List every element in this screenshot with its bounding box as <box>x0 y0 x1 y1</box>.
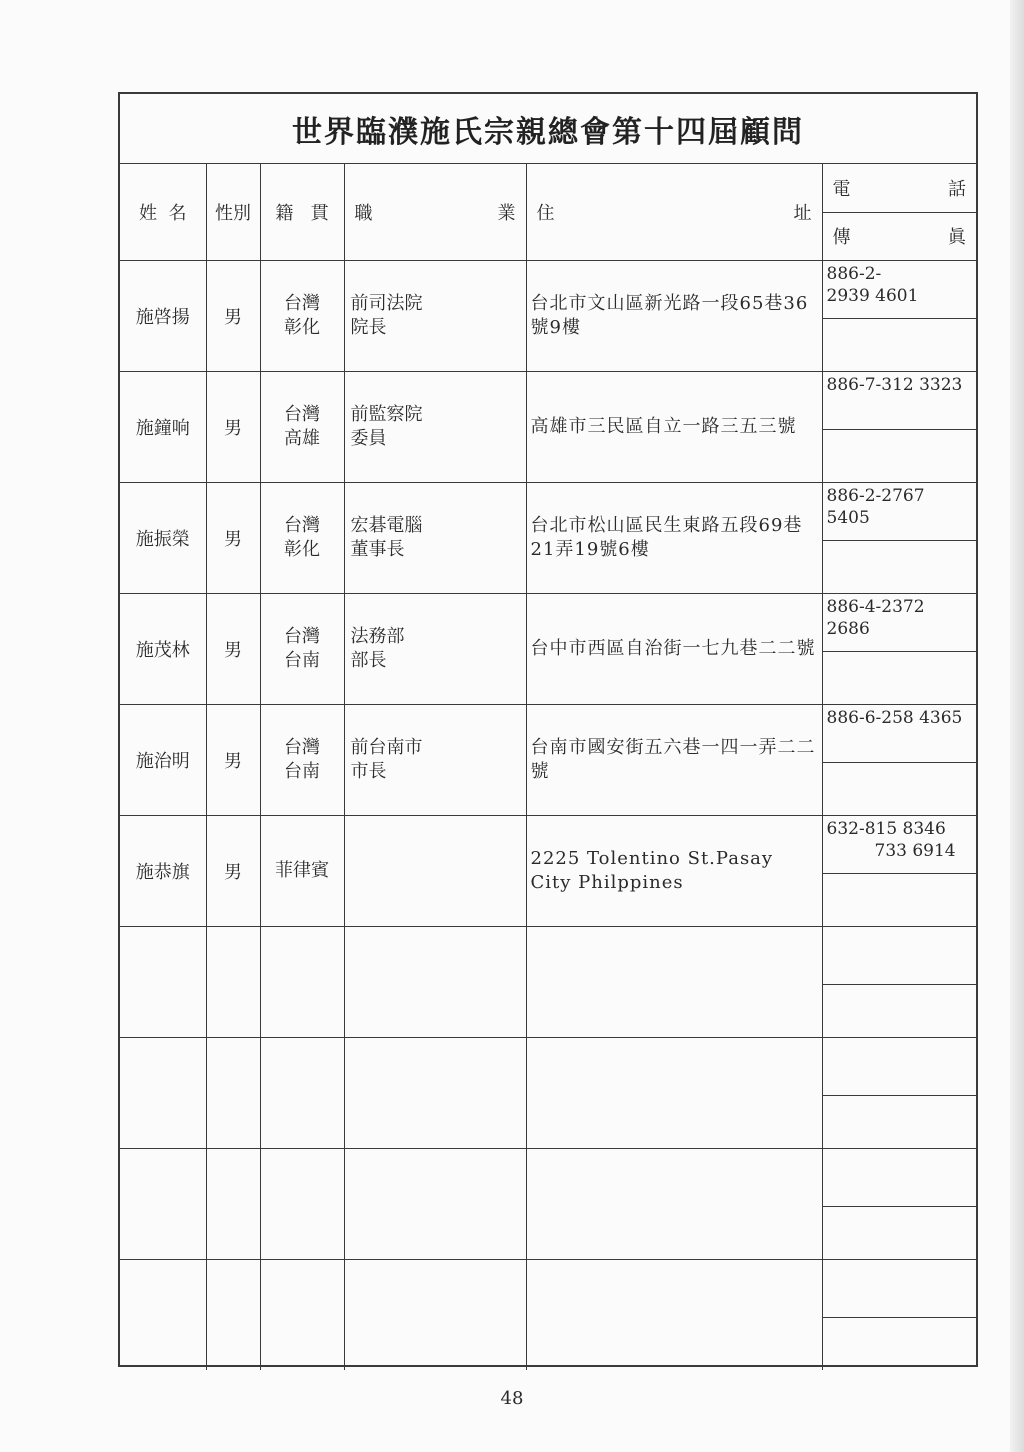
cell-name: 施恭旗 <box>120 816 206 927</box>
job-line-2: 委員 <box>350 428 387 449</box>
header-phone <box>823 164 977 213</box>
header-origin-a: 籍 <box>275 203 294 224</box>
cell-address: 高雄市三民區自立一路三五三號 <box>526 372 822 483</box>
header-sex: 性別 <box>206 164 260 261</box>
table-row <box>120 927 976 1038</box>
phone <box>823 483 977 541</box>
job-line-2: 董事長 <box>350 539 405 560</box>
cell-origin <box>260 816 344 927</box>
phone <box>823 1149 977 1207</box>
header-fax <box>823 213 977 261</box>
cell-origin <box>260 261 344 372</box>
cell-phone-fax <box>822 372 976 483</box>
cell-name: 施茂林 <box>120 594 206 705</box>
cell-sex: 男 <box>206 483 260 594</box>
job-line-1: 前台南市 <box>350 737 423 758</box>
phone-line-1: 886-6-258 4365 <box>826 708 963 728</box>
origin-line-1: 台灣 <box>284 515 320 536</box>
cell-address <box>526 927 822 1038</box>
header-fax-b: 眞 <box>948 227 966 249</box>
cell-name: 施振榮 <box>120 483 206 594</box>
table-row <box>120 1149 976 1260</box>
cell-phone-fax <box>822 705 976 816</box>
origin-line-2: 彰化 <box>284 317 320 338</box>
origin-line-2: 台南 <box>284 650 320 671</box>
cell-address <box>526 1038 822 1149</box>
phone-line-1: 886-7-312 3323 <box>826 375 963 395</box>
cell-phone-fax <box>822 1149 976 1260</box>
cell-origin <box>260 1149 344 1260</box>
phone <box>823 594 977 652</box>
fax <box>823 1207 977 1260</box>
table-row <box>120 483 976 594</box>
header-phone-a: 電 <box>832 178 851 200</box>
cell-name: 施啓揚 <box>120 261 206 372</box>
cell-job <box>344 1260 526 1371</box>
cell-address <box>526 1260 822 1371</box>
cell-job <box>344 261 526 372</box>
cell-address: 台南市國安街五六巷一四一弄二二號 <box>526 705 822 816</box>
cell-sex: 男 <box>206 705 260 816</box>
phone <box>823 1260 977 1318</box>
phone <box>823 705 977 763</box>
cell-sex <box>206 1038 260 1149</box>
header-addr-b: 址 <box>793 203 812 224</box>
header-job-a: 職 <box>354 203 373 224</box>
cell-name <box>120 1038 206 1149</box>
cell-name <box>120 927 206 1038</box>
header-addr-a: 住 <box>536 203 555 224</box>
cell-sex: 男 <box>206 372 260 483</box>
table-row <box>120 1038 976 1149</box>
cell-phone-fax <box>822 1038 976 1149</box>
cell-address <box>526 1149 822 1260</box>
cell-address: 台中市西區自治街一七九巷二二號 <box>526 594 822 705</box>
header-origin <box>260 164 344 261</box>
cell-phone-fax <box>822 483 976 594</box>
cell-origin <box>260 1260 344 1371</box>
origin-line-1: 台灣 <box>284 293 320 314</box>
table-row <box>120 1260 976 1371</box>
cell-sex <box>206 927 260 1038</box>
job-line-1: 法務部 <box>350 626 405 647</box>
cell-job <box>344 594 526 705</box>
fax <box>823 1096 977 1149</box>
header-phone-b: 話 <box>948 178 966 200</box>
cell-origin <box>260 705 344 816</box>
job-line-2: 市長 <box>350 761 387 782</box>
cell-phone-fax <box>822 1260 976 1371</box>
fax <box>823 874 977 927</box>
job-line-1: 前監察院 <box>350 404 423 425</box>
header-phone-fax <box>822 164 976 261</box>
cell-sex <box>206 1260 260 1371</box>
cell-origin <box>260 927 344 1038</box>
fax <box>823 319 977 372</box>
fax <box>823 763 977 816</box>
cell-address: 台北市松山區民生東路五段69巷21弄19號6樓 <box>526 483 822 594</box>
cell-origin <box>260 372 344 483</box>
origin-line-2: 彰化 <box>284 539 320 560</box>
phone <box>823 1038 977 1096</box>
origin-line-1: 菲律賓 <box>275 860 329 881</box>
header-name-b: 名 <box>168 203 187 224</box>
table-row <box>120 372 976 483</box>
cell-sex: 男 <box>206 594 260 705</box>
fax <box>823 985 977 1038</box>
phone-line-1: 886-2-2767 5405 <box>826 486 925 528</box>
cell-job <box>344 372 526 483</box>
cell-job <box>344 927 526 1038</box>
job-line-2: 院長 <box>350 317 387 338</box>
phone <box>823 927 977 985</box>
cell-sex: 男 <box>206 261 260 372</box>
cell-name: 施鐘响 <box>120 372 206 483</box>
cell-sex: 男 <box>206 816 260 927</box>
job-line-1: 前司法院 <box>350 293 423 314</box>
header-name <box>120 164 206 261</box>
header-job-b: 業 <box>497 203 516 224</box>
cell-name <box>120 1260 206 1371</box>
origin-line-2: 高雄 <box>284 428 320 449</box>
cell-phone-fax <box>822 594 976 705</box>
job-line-2: 部長 <box>350 650 387 671</box>
phone-line-1: 632-815 8346 <box>826 819 946 839</box>
cell-job <box>344 1038 526 1149</box>
table-header-row <box>120 164 976 261</box>
cell-origin <box>260 1038 344 1149</box>
origin-line-2: 台南 <box>284 761 320 782</box>
fax <box>823 1318 977 1371</box>
phone-line-1: 886-4-2372 2686 <box>826 597 925 639</box>
job-line-1: 宏碁電腦 <box>350 515 423 536</box>
phone <box>823 261 977 319</box>
table-row <box>120 816 976 927</box>
cell-origin <box>260 483 344 594</box>
fax <box>823 430 977 483</box>
fax <box>823 541 977 594</box>
cell-sex <box>206 1149 260 1260</box>
advisor-table-frame <box>118 92 978 1367</box>
cell-job <box>344 816 526 927</box>
table-row <box>120 594 976 705</box>
cell-phone-fax <box>822 261 976 372</box>
header-name-a: 姓 <box>139 203 158 224</box>
cell-phone-fax <box>822 816 976 927</box>
cell-address: 台北市文山區新光路一段65巷36號9樓 <box>526 261 822 372</box>
cell-job <box>344 1149 526 1260</box>
phone <box>823 816 977 874</box>
phone-line-2: 2939 4601 <box>826 286 919 306</box>
origin-line-1: 台灣 <box>284 626 320 647</box>
cell-name <box>120 1149 206 1260</box>
header-origin-b: 貫 <box>310 203 329 224</box>
phone-line-2: 733 6914 <box>874 841 956 861</box>
cell-job <box>344 483 526 594</box>
advisor-table <box>120 164 976 1370</box>
page-edge <box>1010 0 1024 1452</box>
fax <box>823 652 977 705</box>
header-job <box>344 164 526 261</box>
cell-phone-fax <box>822 927 976 1038</box>
origin-line-1: 台灣 <box>284 404 320 425</box>
cell-origin <box>260 594 344 705</box>
header-fax-a: 傳 <box>832 227 851 249</box>
origin-line-1: 台灣 <box>284 737 320 758</box>
cell-job <box>344 705 526 816</box>
cell-address: 2225 Tolentino St.Pasay City Philppines <box>526 816 822 927</box>
page-number: 48 <box>500 1388 524 1409</box>
phone-line-1: 886-2- <box>826 264 882 284</box>
phone <box>823 372 977 430</box>
cell-name: 施治明 <box>120 705 206 816</box>
table-row <box>120 705 976 816</box>
page-title: 世界臨濮施氏宗親總會第十四屆顧問 <box>120 94 976 164</box>
header-address <box>526 164 822 261</box>
table-row <box>120 261 976 372</box>
